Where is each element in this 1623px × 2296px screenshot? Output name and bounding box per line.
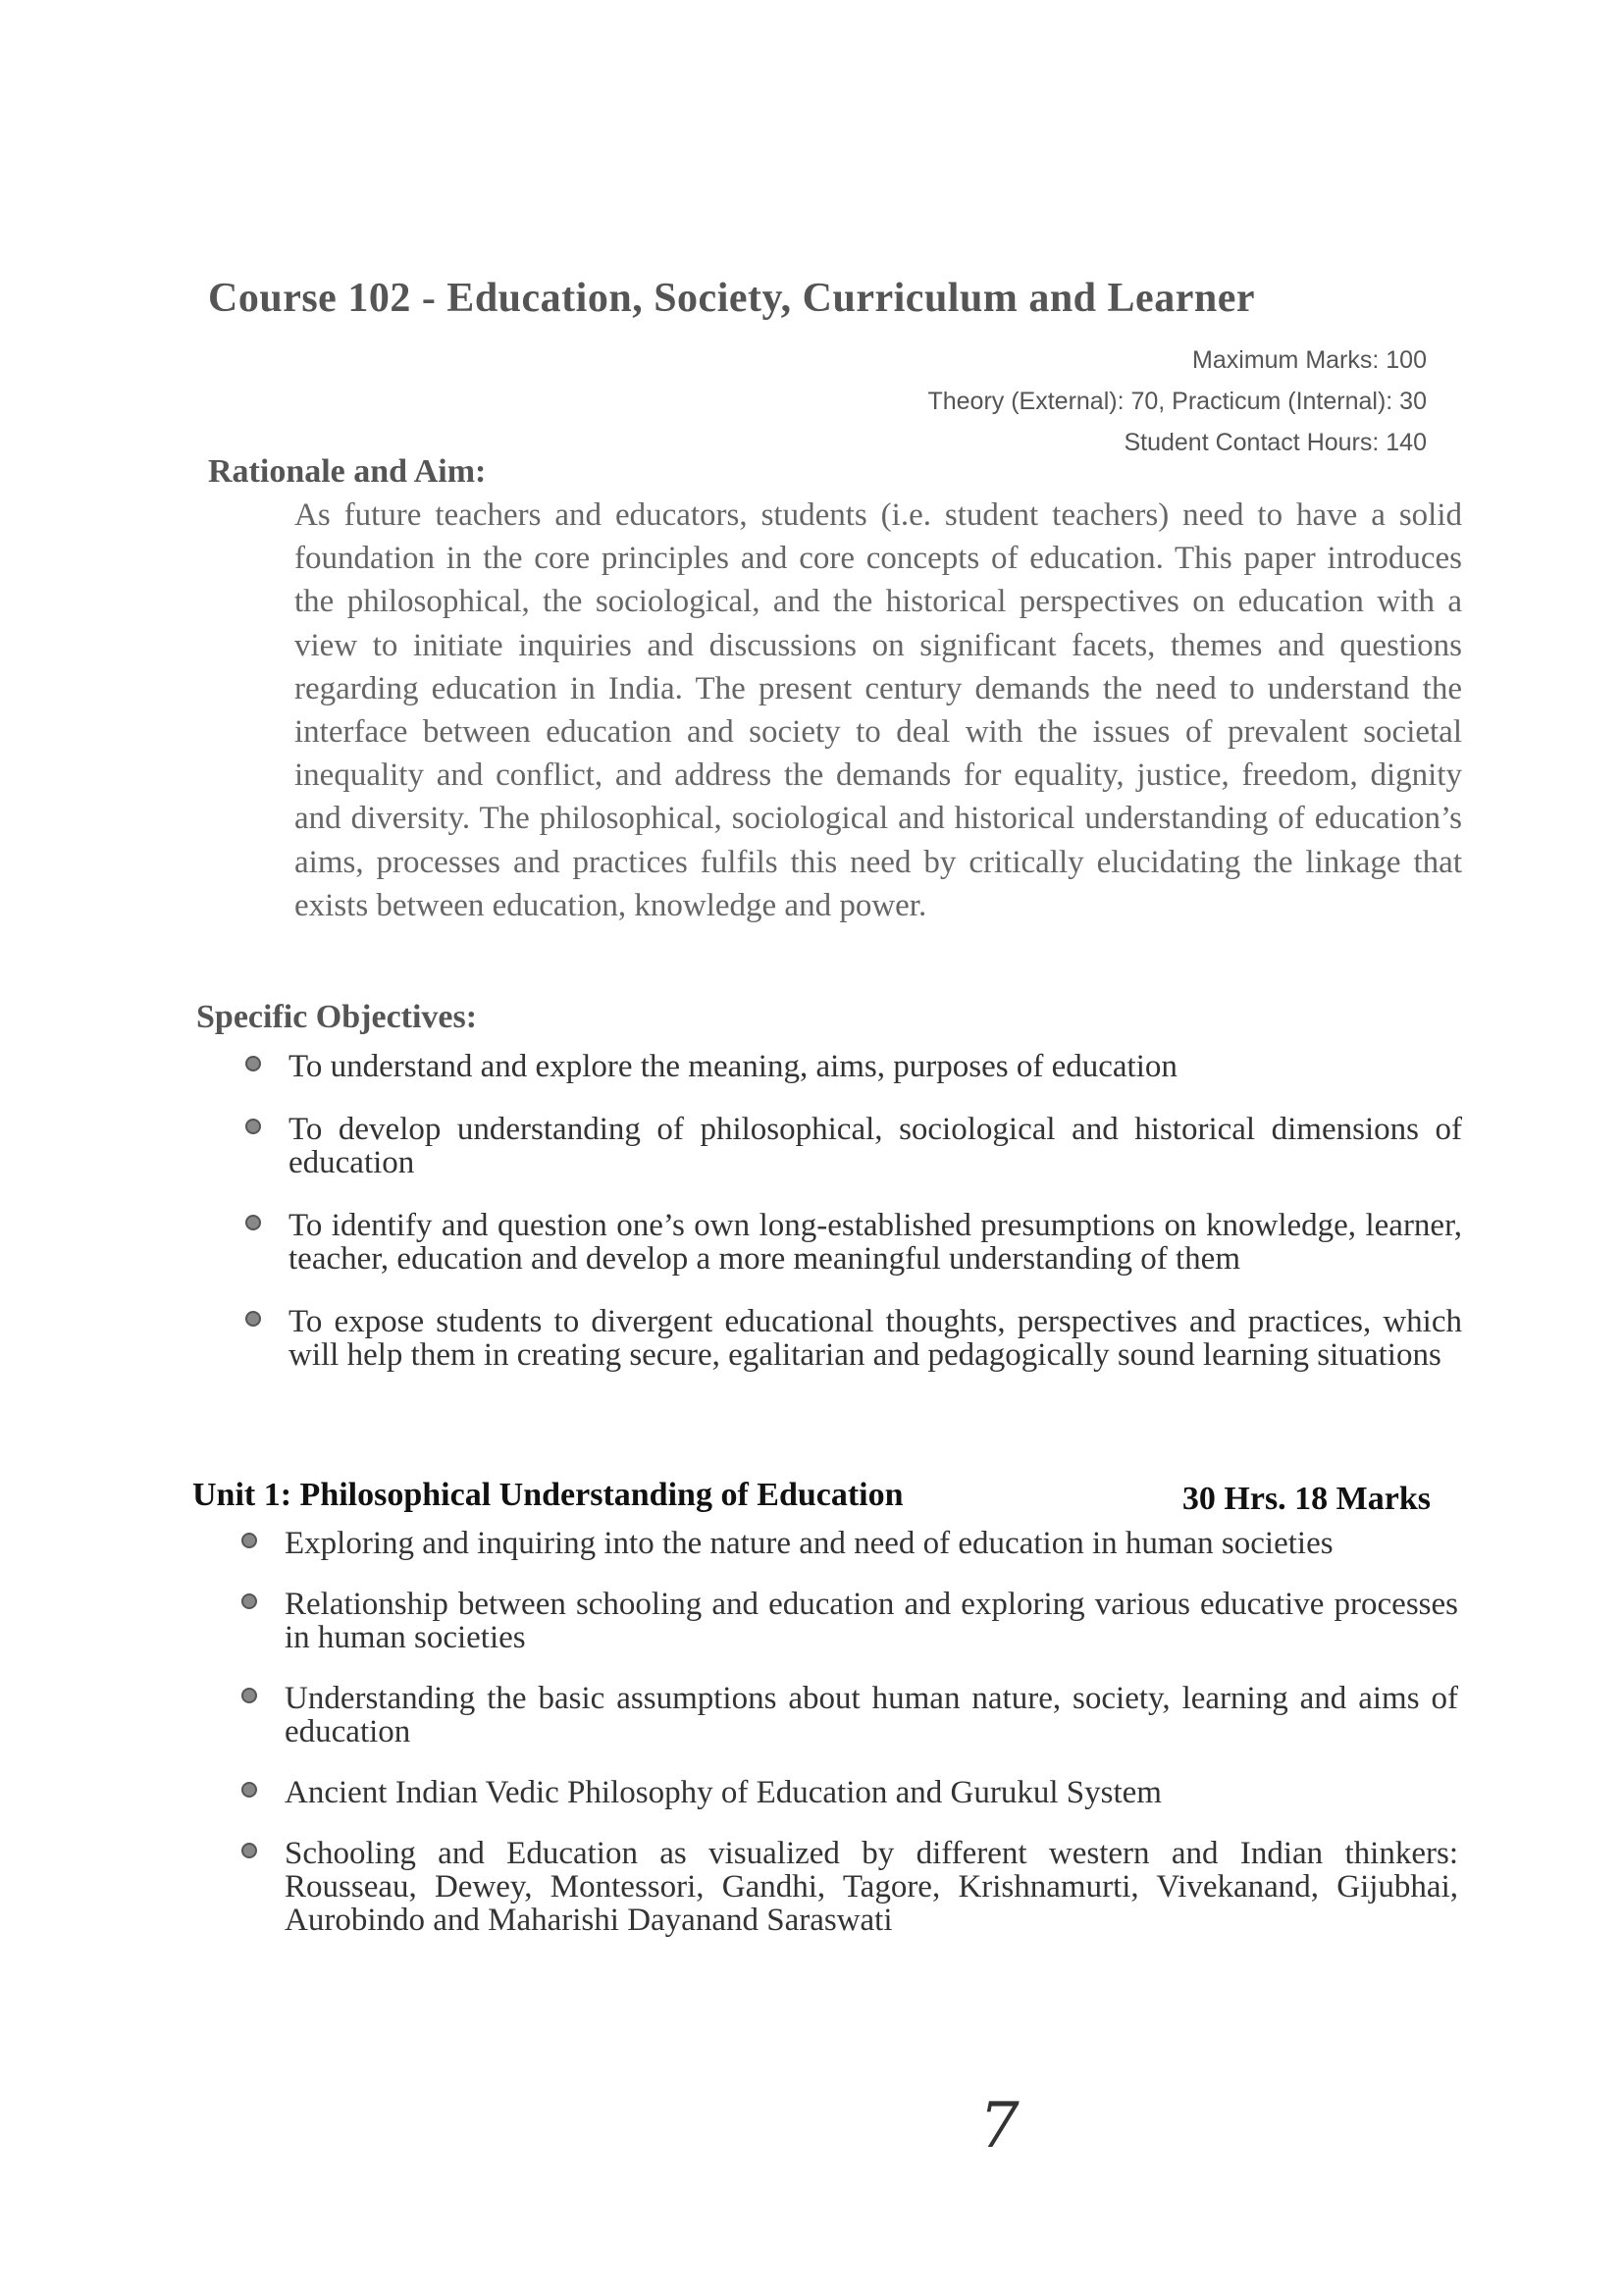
rationale-heading: Rationale and Aim: [208, 453, 487, 490]
objective-text: To develop understanding of philosophical, sociological and historical dimensions of education [288, 1112, 1462, 1180]
bullet-icon [241, 1593, 257, 1609]
bullet-icon [241, 1843, 257, 1858]
objective-text: To expose students to divergent educational thoughts, perspectives and practices, which will help them in creating secure, egalitarian and pedagogically sound learning situations [288, 1304, 1462, 1373]
theory-practicum-marks: Theory (External): 70, Practicum (Internal): 30 [927, 388, 1427, 415]
page-number: 7 [979, 2090, 1020, 2163]
unit-1-list [285, 1527, 1458, 1964]
maximum-marks: Maximum Marks: 100 [1192, 346, 1427, 374]
list-item [285, 1682, 1458, 1748]
bullet-icon [241, 1688, 257, 1703]
bullet-icon [245, 1056, 261, 1071]
list-item [285, 1776, 1458, 1809]
list-item [288, 1209, 1462, 1276]
unit-item-text: Understanding the basic assumptions about human nature, society, learning and aims of education [285, 1681, 1458, 1749]
course-title: Course 102 - Education, Society, Curriculum and Learner [208, 276, 1255, 321]
list-item [285, 1588, 1458, 1654]
bullet-icon [245, 1215, 261, 1230]
objective-text: To identify and question one’s own long-established presumptions on knowledge, learner, teacher, education and develop a more meaningful understanding of them [288, 1208, 1462, 1277]
unit-item-text: Exploring and inquiring into the nature and need of education in human societies [285, 1526, 1334, 1561]
objectives-list [288, 1050, 1462, 1401]
list-item [288, 1113, 1462, 1179]
bullet-icon [241, 1782, 257, 1798]
bullet-icon [245, 1119, 261, 1134]
unit-1-hours-marks: 30 Hrs. 18 Marks [1181, 1481, 1431, 1517]
list-item [285, 1527, 1458, 1560]
bullet-icon [245, 1311, 261, 1327]
bullet-icon [241, 1533, 257, 1548]
unit-1-title: Unit 1: Philosophical Understanding of Education [192, 1477, 904, 1513]
unit-1-heading [192, 1477, 1431, 1517]
list-item [288, 1305, 1462, 1372]
rationale-paragraph: As future teachers and educators, students (i.e. student teachers) need to have a solid foundation in the core principles and core concepts of education. This paper introduces the philosophical, the sociological, and the historical perspectives on education with a view to initiate inquiries and discussions on significant facets, themes and questions regarding education in India. The present century demands the need to understand the interface between education and society to deal with the issues of prevalent societal inequality and conflict, and address the demands for equality, justice, freedom, dignity and diversity. The philosophical, sociological and historical understanding of education’s aims, processes and practices fulfils this need by critically elucidating the linkage that exists between education, knowledge and power. [294, 497, 1462, 923]
objectives-heading: Specific Objectives: [196, 999, 478, 1035]
unit-item-text: Ancient Indian Vedic Philosophy of Education and Gurukul System [285, 1775, 1162, 1810]
unit-item-text: Relationship between schooling and education and exploring various educative processes in human societies [285, 1587, 1458, 1655]
contact-hours: Student Contact Hours: 140 [1124, 429, 1427, 456]
list-item [288, 1050, 1462, 1083]
list-item [285, 1837, 1458, 1937]
objective-text: To understand and explore the meaning, aims, purposes of education [288, 1049, 1178, 1084]
unit-item-text: Schooling and Education as visualized by different western and Indian thinkers: Rousseau, Dewey, Montessori, Gandhi, Tagore, Krishnamurti, Vivekanand, Gijubhai, Aurobindo and Maharishi Dayanand Saraswati [285, 1836, 1458, 1938]
